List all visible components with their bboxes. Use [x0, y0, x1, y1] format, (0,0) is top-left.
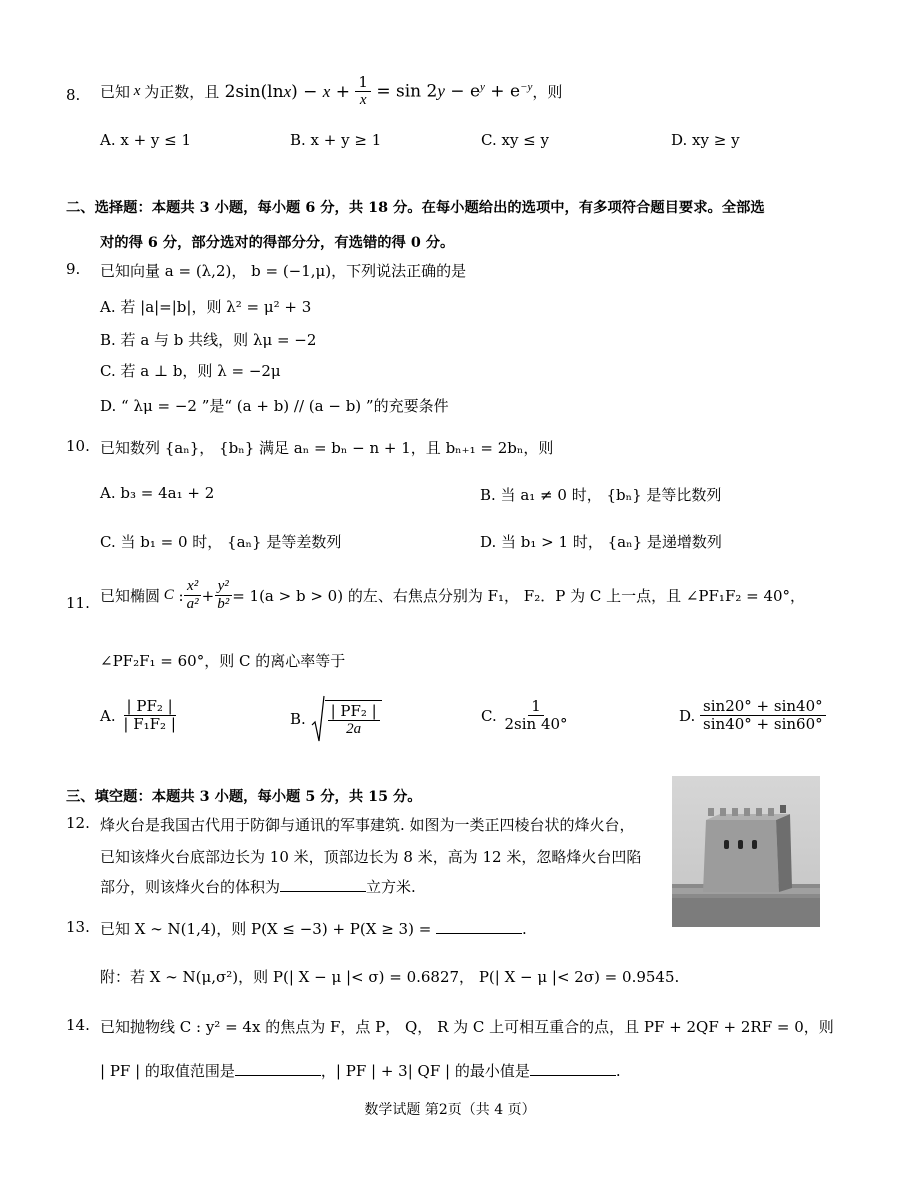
q12-number: 12. [66, 814, 90, 832]
q11-option-d [679, 698, 826, 734]
sqrt-icon [311, 695, 382, 743]
q14-line2 [100, 1060, 621, 1081]
q8-option-b: B. x + y ≥ 1 [290, 131, 382, 149]
q10-option-a: A. b₃ = 4a₁ + 2 [100, 484, 215, 502]
q11-option-c-denominator: 2sin 40° [504, 715, 568, 734]
q11-option-b-numerator: | PF₂ | [328, 703, 380, 721]
q12-line3 [100, 876, 416, 897]
page-footer: 数学试题 第2页（共 4 页） [364, 1102, 536, 1118]
beacon-tower-image [672, 776, 820, 927]
q8-stem-a: 已知 [100, 83, 131, 102]
q13-number: 13. [66, 918, 90, 936]
q8-option-c: C. xy ≤ y [481, 131, 549, 149]
q12-line3-unit: 立方米. [366, 878, 416, 896]
q8-number: 8. [66, 86, 81, 104]
q14-answer-blank-1[interactable] [235, 1061, 321, 1076]
q11-stem-b: = 1(a > b > 0) 的左、右焦点分别为 F₁， F₂．P 为 C 上一点，且 ∠PF₁F₂ = 40°， [232, 587, 806, 606]
q11-option-a-denominator: | F₁F₂ | [123, 715, 176, 734]
q10-option-b: B. 当 a₁ ≠ 0 时， {bₙ} 是等比数列 [480, 486, 722, 504]
q11-option-b-denominator: 2a [346, 721, 362, 737]
q11-option-a [100, 698, 179, 734]
q11-stem-a: 已知椭圆 [100, 587, 161, 606]
q10-option-c: C. 当 b₁ = 0 时， {aₙ} 是等差数列 [100, 533, 342, 551]
q14-answer-blank-2[interactable] [530, 1061, 616, 1076]
q11-ellipse-x-fraction: $\frac{\text{x²}}{\text{a²}}$ [184, 578, 202, 614]
q8-stem-c: ，则 [532, 83, 563, 102]
q8-option-d: D. xy ≥ y [671, 131, 740, 149]
q11-option-a-numerator: | PF₂ | [124, 698, 176, 716]
q12-line1: 烽火台是我国古代用于防御与通讯的军事建筑. 如图为一类正四棱台状的烽火台， [100, 816, 635, 834]
q8-option-a: A. x + y ≤ 1 [100, 131, 192, 149]
q11-option-b [290, 695, 382, 743]
q11-ellipse-y-fraction: $\frac{\text{y²}}{\text{b²}}$ [214, 578, 232, 614]
section2-heading-line2: 对的得 6 分，部分选对的得部分分，有选错的得 0 分。 [100, 235, 455, 251]
q9-stem: 已知向量 a = (λ,2)， b = (−1,μ)，下列说法正确的是 [100, 262, 467, 280]
q11-stem: 已知椭圆 C : $\frac{\text{x²}}{\text{a²}}$ + $\frac{\text{y²}}{\text{b²}}$ = 1(a > b > 0) 的左、右焦点分别为 F₁， F₂．P 为 C 上一点，且 ∠PF₁F₂ = 40°， [100, 578, 806, 613]
q14-stem: 已知抛物线 C : y² = 4x 的焦点为 F，点 P， Q， R 为 C 上可相互重合的点，且 PF + 2QF + 2RF = 0，则 [100, 1018, 834, 1036]
q11-option-a-label: A. [100, 706, 116, 725]
section3-heading: 三、填空题：本题共 3 小题，每小题 5 分，共 15 分。 [66, 789, 422, 805]
q9-number: 9. [66, 260, 81, 278]
q8-fraction: $\frac{1}{x}$ [355, 74, 371, 110]
q13-answer-blank[interactable] [436, 919, 522, 934]
q10-stem: 已知数列 {aₙ}， {bₙ} 满足 aₙ = bₙ − n + 1，且 bₙ₊₁ = 2bₙ，则 [100, 439, 554, 457]
q11-number: 11. [66, 594, 90, 612]
q14-line2-text-b: ，| PF | + 3| QF | 的最小值是 [320, 1062, 530, 1080]
q11-option-c [481, 698, 571, 734]
q9-option-c: C. 若 a ⊥ b，则 λ = −2μ [100, 362, 281, 380]
q14-line2-text-a: | PF | 的取值范围是 [100, 1062, 235, 1080]
q10-option-d: D. 当 b₁ > 1 时， {aₙ} 是递增数列 [480, 533, 722, 551]
q8-stem-b: 为正数，且 [144, 83, 220, 102]
q8-stem: 已知 x 为正数，且 2sin(lnx) − x + $\frac{1}{x}$ = $\sin 2y - e^y + e^{-y}$ ，则 [100, 73, 563, 109]
section2-heading-line1: 二、选择题：本题共 3 小题，每小题 6 分，共 18 分。在每小题给出的选项中，有多项符合题目要求。全部选 [66, 200, 765, 216]
q13-note: 附：若 X ∼ N(μ,σ²)，则 P(| X − μ |< σ) = 0.6827， P(| X − μ |< 2σ) = 0.9545. [100, 968, 680, 986]
q11-option-b-label: B. [290, 710, 306, 728]
q11-stem-line2: ∠PF₂F₁ = 60°，则 C 的离心率等于 [100, 652, 346, 670]
q11-option-d-numerator: sin20° + sin40° [700, 698, 826, 716]
q9-option-d: D. “ λμ = −2 ”是“ (a + b) // (a − b) ”的充要条件 [100, 397, 449, 415]
q11-option-c-numerator: 1 [528, 698, 544, 716]
q12-line3-text: 部分，则该烽火台的体积为 [100, 878, 281, 896]
q11-option-d-denominator: sin40° + sin60° [703, 715, 823, 734]
q10-number: 10. [66, 437, 90, 455]
q11-option-d-label: D. [679, 706, 696, 725]
q12-answer-blank[interactable] [280, 877, 366, 892]
q14-number: 14. [66, 1016, 90, 1034]
q13-stem-text: 已知 X ∼ N(1,4)，则 P(X ≤ −3) + P(X ≥ 3) = [100, 920, 432, 938]
q12-line2: 已知该烽火台底部边长为 10 米，顶部边长为 8 米，高为 12 米，忽略烽火台凹陷 [100, 848, 642, 866]
q13-stem [100, 918, 527, 939]
q9-option-a: A. 若 |a|=|b|，则 λ² = μ² + 3 [100, 298, 312, 316]
q11-option-c-label: C. [481, 706, 497, 725]
q9-option-b: B. 若 a 与 b 共线，则 λμ = −2 [100, 331, 317, 349]
q14-line2-end: . [615, 1062, 621, 1080]
q13-stem-end: . [522, 920, 527, 938]
